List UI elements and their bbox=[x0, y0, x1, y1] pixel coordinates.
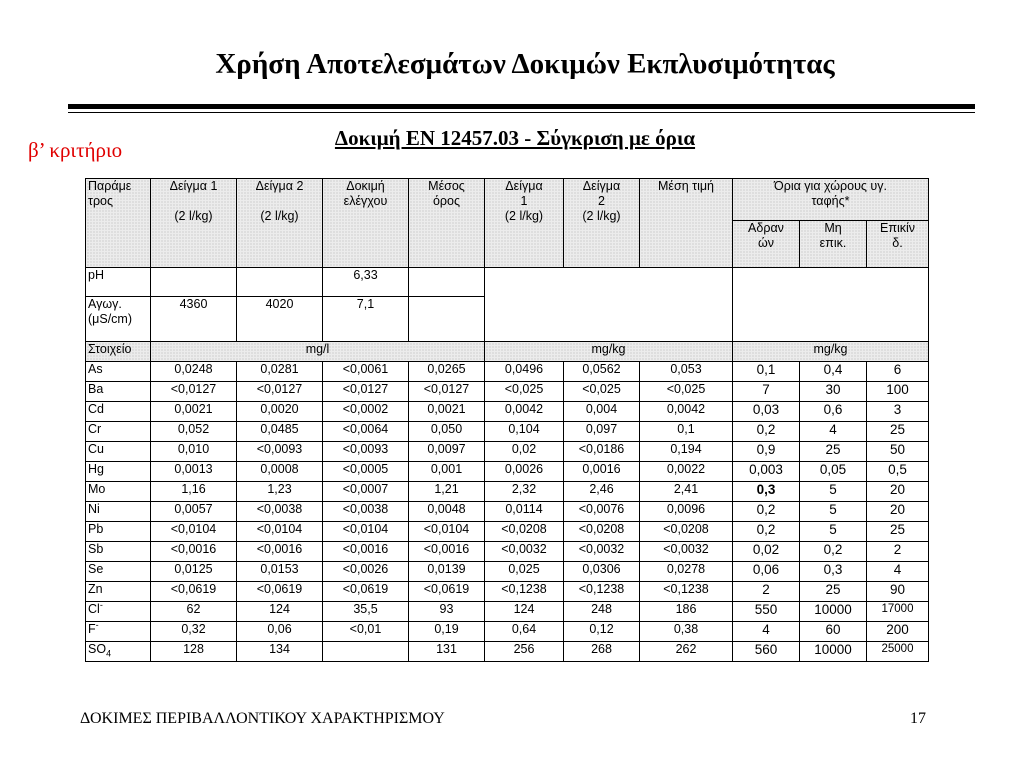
value-cell: <0,0026 bbox=[323, 562, 409, 582]
header-sample1-line: Δείγμα 1 bbox=[169, 179, 218, 193]
results-table bbox=[85, 178, 929, 662]
header-control-line: ελέγχου bbox=[343, 194, 388, 208]
element-name bbox=[86, 602, 151, 622]
value-cell: <0,0076 bbox=[564, 502, 640, 522]
header-mean-line: Μέσος bbox=[428, 179, 465, 193]
element-name bbox=[86, 402, 151, 422]
limit-cell: 0,2 bbox=[733, 502, 800, 522]
limit-cell: 0,4 bbox=[800, 362, 867, 382]
limit-cell: 25 bbox=[867, 522, 929, 542]
value-cell: 0,32 bbox=[151, 622, 237, 642]
limit-cell: 0,06 bbox=[733, 562, 800, 582]
value-cell: 248 bbox=[564, 602, 640, 622]
element-symbol: Zn bbox=[88, 582, 103, 596]
element-row bbox=[86, 502, 929, 522]
header-limits-line: ταφής* bbox=[811, 194, 850, 208]
limit-cell: 200 bbox=[867, 622, 929, 642]
value-cell: 0,0016 bbox=[564, 462, 640, 482]
value-cell: <0,1238 bbox=[564, 582, 640, 602]
value-cell: <0,0002 bbox=[323, 402, 409, 422]
limit-cell: 0,03 bbox=[733, 402, 800, 422]
header-nonhazardous bbox=[800, 220, 867, 267]
element-row bbox=[86, 362, 929, 382]
element-name bbox=[86, 382, 151, 402]
element-symbol: Cd bbox=[88, 402, 104, 416]
value-cell: <0,0208 bbox=[640, 522, 733, 542]
element-row bbox=[86, 462, 929, 482]
limit-cell: 7 bbox=[733, 382, 800, 402]
limit-cell: 3 bbox=[867, 402, 929, 422]
conductivity-sample2: 4020 bbox=[237, 297, 323, 342]
value-cell: 134 bbox=[237, 642, 323, 662]
value-cell: <0,0127 bbox=[237, 382, 323, 402]
limit-cell: 5 bbox=[800, 482, 867, 502]
units-mgl: mg/l bbox=[151, 342, 485, 362]
element-row bbox=[86, 422, 929, 442]
value-cell: 0,64 bbox=[485, 622, 564, 642]
ph-row bbox=[86, 268, 929, 297]
header-inert-line: ών bbox=[757, 235, 774, 250]
element-symbol: Ba bbox=[88, 382, 104, 396]
header-control-line: Δοκιμή bbox=[346, 179, 385, 193]
limit-cell: 25 bbox=[800, 442, 867, 462]
header-control-test bbox=[323, 179, 409, 268]
value-cell: <0,0038 bbox=[323, 502, 409, 522]
value-cell: <0,0005 bbox=[323, 462, 409, 482]
value-cell: <0,0016 bbox=[151, 542, 237, 562]
value-cell: 0,0265 bbox=[409, 362, 485, 382]
element-row bbox=[86, 522, 929, 542]
header-mean bbox=[409, 179, 485, 268]
value-cell: <0,0208 bbox=[564, 522, 640, 542]
value-cell: 0,053 bbox=[640, 362, 733, 382]
value-cell: 0,0008 bbox=[237, 462, 323, 482]
title-rule-thin bbox=[68, 112, 975, 113]
element-symbol: Ni bbox=[88, 502, 100, 516]
value-cell: 0,004 bbox=[564, 402, 640, 422]
element-symbol: SO bbox=[88, 642, 107, 656]
element-symbol: Hg bbox=[88, 462, 104, 476]
value-cell: <0,025 bbox=[564, 382, 640, 402]
ph-control: 6,33 bbox=[323, 268, 409, 297]
value-cell: 0,12 bbox=[564, 622, 640, 642]
value-cell: 0,0485 bbox=[237, 422, 323, 442]
limit-cell: 0,2 bbox=[733, 522, 800, 542]
limit-cell: 0,003 bbox=[733, 462, 800, 482]
value-cell: <0,0619 bbox=[151, 582, 237, 602]
limit-cell: 25 bbox=[867, 422, 929, 442]
limit-cell: 10000 bbox=[800, 602, 867, 622]
element-row bbox=[86, 562, 929, 582]
value-cell: 0,0125 bbox=[151, 562, 237, 582]
limit-cell: 2 bbox=[867, 542, 929, 562]
value-cell: 268 bbox=[564, 642, 640, 662]
value-cell: 0,050 bbox=[409, 422, 485, 442]
element-name bbox=[86, 542, 151, 562]
value-cell: 0,1 bbox=[640, 422, 733, 442]
value-cell: <0,0038 bbox=[237, 502, 323, 522]
value-cell: <0,0104 bbox=[237, 522, 323, 542]
element-name bbox=[86, 462, 151, 482]
value-cell: <0,0619 bbox=[237, 582, 323, 602]
value-cell: 0,38 bbox=[640, 622, 733, 642]
header-mean-value bbox=[640, 179, 733, 268]
header-sample1 bbox=[151, 179, 237, 268]
element-charge-mark: 4 bbox=[106, 648, 112, 659]
value-cell: 1,21 bbox=[409, 482, 485, 502]
element-symbol: Cl bbox=[88, 602, 100, 616]
limit-cell: 0,1 bbox=[733, 362, 800, 382]
value-cell: <0,025 bbox=[640, 382, 733, 402]
value-cell: 0,0562 bbox=[564, 362, 640, 382]
ph-sample2 bbox=[237, 268, 323, 297]
conductivity-mean bbox=[409, 297, 485, 342]
value-cell: <0,0619 bbox=[323, 582, 409, 602]
header-inert bbox=[733, 220, 800, 267]
header-inert-line: Αδραν bbox=[748, 220, 784, 235]
element-row bbox=[86, 622, 929, 642]
header-sample1-kg bbox=[485, 179, 564, 268]
limit-cell: 60 bbox=[800, 622, 867, 642]
value-cell: <0,0016 bbox=[323, 542, 409, 562]
limit-cell: 0,05 bbox=[800, 462, 867, 482]
limit-cell: 6 bbox=[867, 362, 929, 382]
value-cell: <0,0016 bbox=[409, 542, 485, 562]
element-row bbox=[86, 602, 929, 622]
element-symbol: As bbox=[88, 362, 103, 376]
header-row bbox=[86, 179, 929, 221]
limit-cell: 17000 bbox=[867, 602, 929, 622]
value-cell: 0,194 bbox=[640, 442, 733, 462]
value-cell: 124 bbox=[485, 602, 564, 622]
value-cell: <0,0032 bbox=[485, 542, 564, 562]
value-cell bbox=[323, 642, 409, 662]
value-cell: <0,0061 bbox=[323, 362, 409, 382]
conductivity-label-line: (μS/cm) bbox=[88, 312, 133, 326]
value-cell: <0,0186 bbox=[564, 442, 640, 462]
value-cell: 0,0042 bbox=[640, 402, 733, 422]
value-cell: 35,5 bbox=[323, 602, 409, 622]
value-cell: 0,0278 bbox=[640, 562, 733, 582]
value-cell: 0,0097 bbox=[409, 442, 485, 462]
units-mgkg-samples: mg/kg bbox=[485, 342, 733, 362]
ph-mean bbox=[409, 268, 485, 297]
header-haz-line: Επικίν bbox=[879, 220, 916, 235]
value-cell: 0,0048 bbox=[409, 502, 485, 522]
value-cell: <0,025 bbox=[485, 382, 564, 402]
header-kg2-line: (2 l/kg) bbox=[582, 209, 621, 223]
limit-cell: 0,2 bbox=[733, 422, 800, 442]
results-table-body bbox=[86, 179, 929, 662]
element-charge-mark: - bbox=[95, 621, 99, 630]
header-parameter-line: τρος bbox=[88, 194, 114, 208]
limit-cell: 550 bbox=[733, 602, 800, 622]
element-name bbox=[86, 362, 151, 382]
units-row bbox=[86, 342, 929, 362]
limit-cell: 5 bbox=[800, 522, 867, 542]
value-cell: <0,0104 bbox=[409, 522, 485, 542]
element-symbol: Mo bbox=[88, 482, 106, 496]
phys-blank-kg bbox=[485, 268, 733, 342]
header-nonhaz-line: Μη bbox=[824, 220, 842, 235]
value-cell: 0,0021 bbox=[409, 402, 485, 422]
value-cell: <0,0619 bbox=[409, 582, 485, 602]
value-cell: 262 bbox=[640, 642, 733, 662]
value-cell: 0,001 bbox=[409, 462, 485, 482]
value-cell: 1,16 bbox=[151, 482, 237, 502]
header-sample2-kg bbox=[564, 179, 640, 268]
criterion-label: β’ κριτήριο bbox=[28, 138, 123, 162]
value-cell: 186 bbox=[640, 602, 733, 622]
value-cell: <0,1238 bbox=[485, 582, 564, 602]
value-cell: 0,06 bbox=[237, 622, 323, 642]
value-cell: <0,0093 bbox=[323, 442, 409, 462]
limit-cell: 0,5 bbox=[867, 462, 929, 482]
element-row bbox=[86, 582, 929, 602]
value-cell: <0,1238 bbox=[640, 582, 733, 602]
header-kg2-line: Δείγμα bbox=[582, 179, 621, 193]
value-cell: 0,025 bbox=[485, 562, 564, 582]
header-sample2-line: (2 l/kg) bbox=[260, 209, 299, 223]
ph-label: pH bbox=[86, 268, 151, 297]
units-mgkg-limits: mg/kg bbox=[733, 342, 929, 362]
limit-cell: 10000 bbox=[800, 642, 867, 662]
value-cell: 1,23 bbox=[237, 482, 323, 502]
limit-cell: 0,6 bbox=[800, 402, 867, 422]
header-parameter bbox=[86, 179, 151, 268]
element-name bbox=[86, 622, 151, 642]
element-row bbox=[86, 482, 929, 502]
value-cell: 0,0042 bbox=[485, 402, 564, 422]
value-cell: <0,0208 bbox=[485, 522, 564, 542]
value-cell: 2,46 bbox=[564, 482, 640, 502]
value-cell: 0,02 bbox=[485, 442, 564, 462]
limit-cell: 0,02 bbox=[733, 542, 800, 562]
value-cell: 0,010 bbox=[151, 442, 237, 462]
value-cell: 2,32 bbox=[485, 482, 564, 502]
value-cell: <0,0016 bbox=[237, 542, 323, 562]
limit-cell: 2 bbox=[733, 582, 800, 602]
element-name bbox=[86, 582, 151, 602]
limit-cell: 0,9 bbox=[733, 442, 800, 462]
value-cell: 131 bbox=[409, 642, 485, 662]
value-cell: <0,0064 bbox=[323, 422, 409, 442]
limit-cell: 25000 bbox=[867, 642, 929, 662]
value-cell: <0,0127 bbox=[409, 382, 485, 402]
slide-title: Χρήση Αποτελεσμάτων Δοκιμών Εκπλυσιμότητας bbox=[215, 48, 835, 80]
limit-cell: 5 bbox=[800, 502, 867, 522]
conductivity-sample1: 4360 bbox=[151, 297, 237, 342]
limit-cell: 0,3 bbox=[733, 482, 800, 502]
value-cell: 0,0281 bbox=[237, 362, 323, 382]
element-name bbox=[86, 502, 151, 522]
slide-subtitle: Δοκιμή EN 12457.03 - Σύγκριση με όρια bbox=[334, 126, 696, 150]
ph-sample1 bbox=[151, 268, 237, 297]
limit-cell: 20 bbox=[867, 502, 929, 522]
header-parameter-line: Παράμε bbox=[88, 179, 132, 193]
header-hazardous bbox=[867, 220, 929, 267]
limit-cell: 20 bbox=[867, 482, 929, 502]
conductivity-label bbox=[86, 297, 151, 342]
element-symbol: Se bbox=[88, 562, 104, 576]
header-limits bbox=[733, 179, 929, 221]
limit-cell: 90 bbox=[867, 582, 929, 602]
value-cell: 0,052 bbox=[151, 422, 237, 442]
footer-text: ΔΟΚΙΜΕΣ ΠΕΡΙΒΑΛΛΟΝΤΙΚΟΥ ΧΑΡΑΚΤΗΡΙΣΜΟΥ bbox=[80, 710, 445, 727]
value-cell: 0,0114 bbox=[485, 502, 564, 522]
element-name bbox=[86, 522, 151, 542]
element-charge-mark: - bbox=[99, 601, 103, 610]
value-cell: <0,0093 bbox=[237, 442, 323, 462]
limit-cell: 4 bbox=[867, 562, 929, 582]
header-mean-value-line: Μέση τιμή bbox=[658, 179, 714, 193]
limit-cell: 30 bbox=[800, 382, 867, 402]
value-cell: <0,0032 bbox=[564, 542, 640, 562]
header-nonhaz-line: επικ. bbox=[819, 235, 847, 250]
header-haz-line: δ. bbox=[892, 235, 903, 250]
limit-cell: 25 bbox=[800, 582, 867, 602]
value-cell: <0,0104 bbox=[151, 522, 237, 542]
element-name bbox=[86, 482, 151, 502]
element-row bbox=[86, 382, 929, 402]
header-kg2-line: 2 bbox=[598, 194, 605, 208]
value-cell: 0,0496 bbox=[485, 362, 564, 382]
value-cell: 0,0021 bbox=[151, 402, 237, 422]
value-cell: 128 bbox=[151, 642, 237, 662]
value-cell: 124 bbox=[237, 602, 323, 622]
value-cell: 0,0153 bbox=[237, 562, 323, 582]
title-rule-thick bbox=[68, 104, 975, 109]
value-cell: 0,0139 bbox=[409, 562, 485, 582]
limit-cell: 100 bbox=[867, 382, 929, 402]
page-number: 17 bbox=[910, 710, 926, 727]
limit-cell: 4 bbox=[800, 422, 867, 442]
element-name bbox=[86, 642, 151, 662]
element-name bbox=[86, 562, 151, 582]
limit-cell: 50 bbox=[867, 442, 929, 462]
header-sample1-line: (2 l/kg) bbox=[174, 209, 213, 223]
conductivity-control: 7,1 bbox=[323, 297, 409, 342]
element-symbol: Cr bbox=[88, 422, 102, 436]
value-cell: 0,0057 bbox=[151, 502, 237, 522]
header-sample2-line: Δείγμα 2 bbox=[255, 179, 304, 193]
element-row bbox=[86, 542, 929, 562]
value-cell: 0,104 bbox=[485, 422, 564, 442]
value-cell: 256 bbox=[485, 642, 564, 662]
element-symbol: Pb bbox=[88, 522, 104, 536]
value-cell: 0,0096 bbox=[640, 502, 733, 522]
element-row bbox=[86, 442, 929, 462]
conductivity-label-line: Αγωγ. bbox=[88, 297, 122, 311]
header-limits-line: Όρια για χώρους υγ. bbox=[774, 179, 887, 193]
header-kg1-line: Δείγμα bbox=[505, 179, 543, 193]
value-cell: 0,0248 bbox=[151, 362, 237, 382]
value-cell: <0,0127 bbox=[323, 382, 409, 402]
units-element-label: Στοιχείο bbox=[86, 342, 151, 362]
phys-blank-limits bbox=[733, 268, 929, 342]
value-cell: 0,0020 bbox=[237, 402, 323, 422]
element-name bbox=[86, 442, 151, 462]
value-cell: 62 bbox=[151, 602, 237, 622]
element-row bbox=[86, 402, 929, 422]
limit-cell: 4 bbox=[733, 622, 800, 642]
value-cell: <0,0007 bbox=[323, 482, 409, 502]
value-cell: <0,0104 bbox=[323, 522, 409, 542]
limit-cell: 0,3 bbox=[800, 562, 867, 582]
header-sample2 bbox=[237, 179, 323, 268]
value-cell: 0,19 bbox=[409, 622, 485, 642]
value-cell: <0,0032 bbox=[640, 542, 733, 562]
value-cell: <0,01 bbox=[323, 622, 409, 642]
value-cell: 0,0022 bbox=[640, 462, 733, 482]
limit-cell: 0,2 bbox=[800, 542, 867, 562]
header-kg1-line: (2 l/kg) bbox=[504, 209, 544, 223]
limit-cell: 560 bbox=[733, 642, 800, 662]
value-cell: 0,0026 bbox=[485, 462, 564, 482]
value-cell: 93 bbox=[409, 602, 485, 622]
value-cell: 0,097 bbox=[564, 422, 640, 442]
element-symbol: Sb bbox=[88, 542, 104, 556]
element-name bbox=[86, 422, 151, 442]
element-row bbox=[86, 642, 929, 662]
header-mean-line: όρος bbox=[432, 194, 461, 208]
element-symbol: F bbox=[88, 622, 96, 636]
value-cell: 0,0013 bbox=[151, 462, 237, 482]
value-cell: 0,0306 bbox=[564, 562, 640, 582]
header-kg1-line: 1 bbox=[520, 194, 528, 208]
element-symbol: Cu bbox=[88, 442, 104, 456]
value-cell: <0,0127 bbox=[151, 382, 237, 402]
value-cell: 2,41 bbox=[640, 482, 733, 502]
